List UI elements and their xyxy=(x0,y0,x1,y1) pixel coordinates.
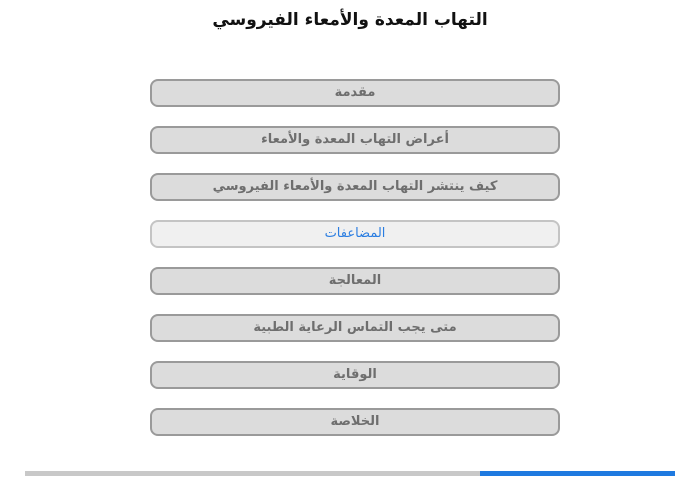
menu-item-symptoms[interactable]: أعراض التهاب المعدة والأمعاء xyxy=(150,126,560,154)
menu-item-summary[interactable]: الخلاصة xyxy=(150,408,560,436)
menu-item-when-to-seek-care[interactable]: متى يجب التماس الرعاية الطبية xyxy=(150,314,560,342)
topic-menu xyxy=(150,79,560,455)
menu-item-complications[interactable]: المضاعفات xyxy=(150,220,560,248)
menu-item-transmission[interactable]: كيف ينتشر التهاب المعدة والأمعاء الفيروسي xyxy=(150,173,560,201)
progress-bar xyxy=(25,471,675,476)
page-title: التهاب المعدة والأمعاء الفيروسي xyxy=(212,10,488,30)
progress-bar-fill xyxy=(480,471,675,476)
menu-item-treatment[interactable]: المعالجة xyxy=(150,267,560,295)
menu-item-prevention[interactable]: الوقاية xyxy=(150,361,560,389)
menu-item-introduction[interactable]: مقدمة xyxy=(150,79,560,107)
